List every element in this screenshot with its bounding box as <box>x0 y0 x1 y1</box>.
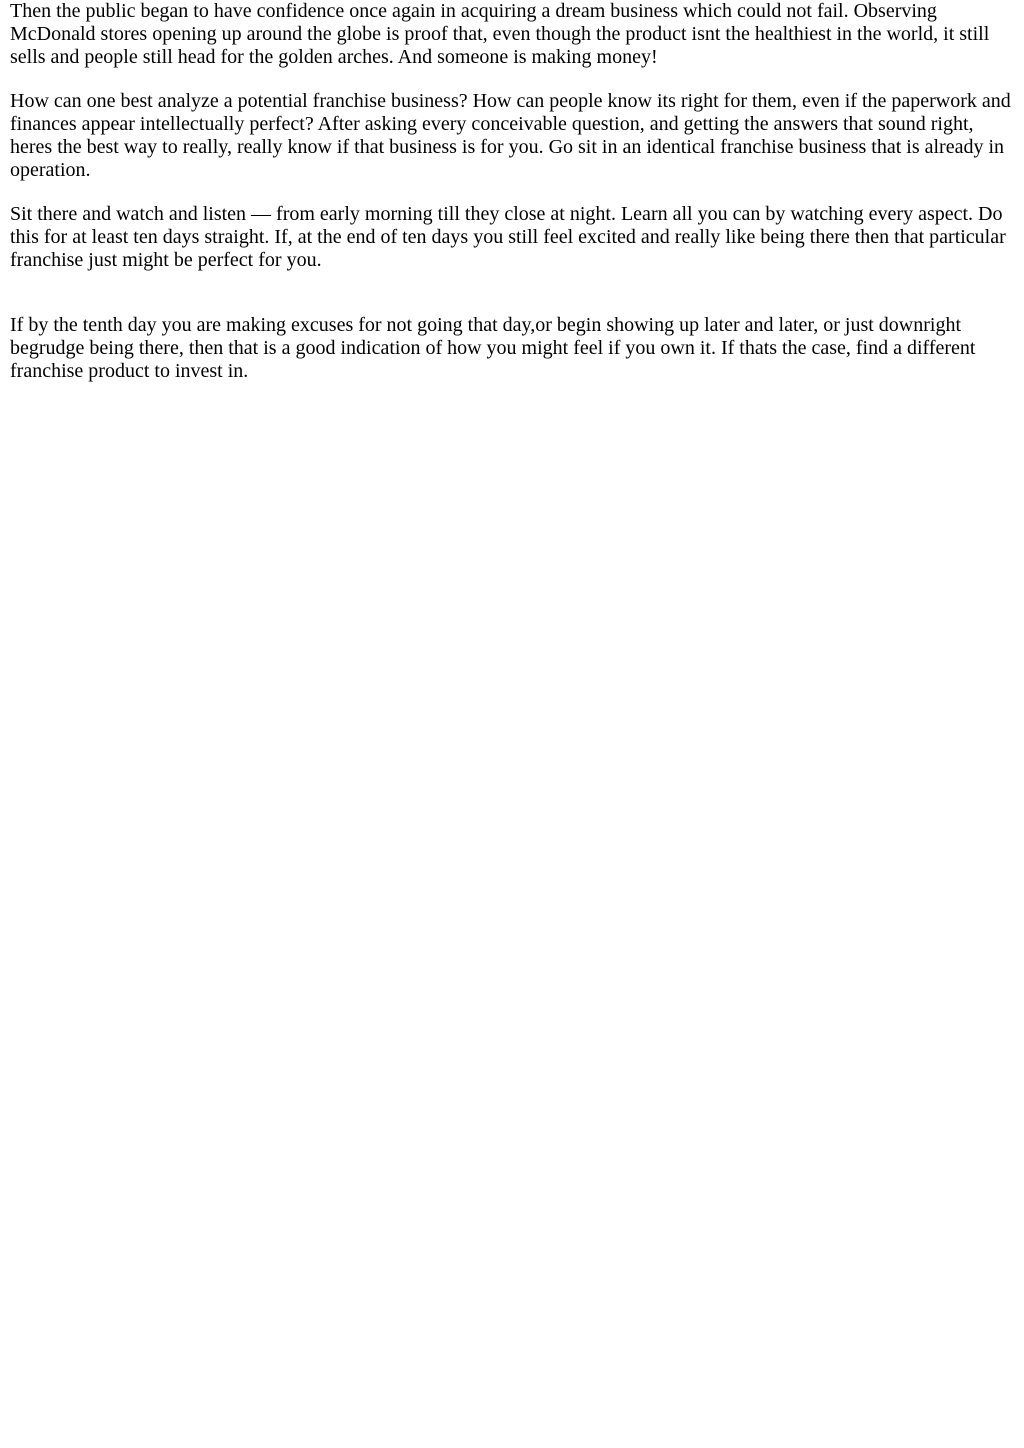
paragraph-1: Then the public began to have confidence once again in acquiring a dream business which could not fail. Observing McDonald stores opening up around the globe is proof that, even though the product isnt the healthiest in the world, it still sells and people still head for the golden arches. And someone is making money! <box>10 0 990 68</box>
paragraph-2: How can one best analyze a potential franchise business? How can people know its right for them, even if the paperwork and finances appear intellectually perfect? After asking every conceivable question, and getting the answers that sound right, heres the best way to really, really know if that business is for you. Go sit in an identical franchise business that is already in operation. <box>10 90 1011 181</box>
paragraph-3: Sit there and watch and listen — from early morning till they close at night. Learn all you can by watching every aspect. Do this for at least ten days straight. If, at the end of ten days you still feel excited and really like being there then that particular franchise just might be perfect for you. <box>10 203 1006 271</box>
paragraph-4: If by the tenth day you are making excuses for not going that day,or begin showing up later and later, or just downright begrudge being there, then that is a good indication of how you might feel if you own it. If thats the case, find a different franchise product to invest in. <box>10 314 976 382</box>
